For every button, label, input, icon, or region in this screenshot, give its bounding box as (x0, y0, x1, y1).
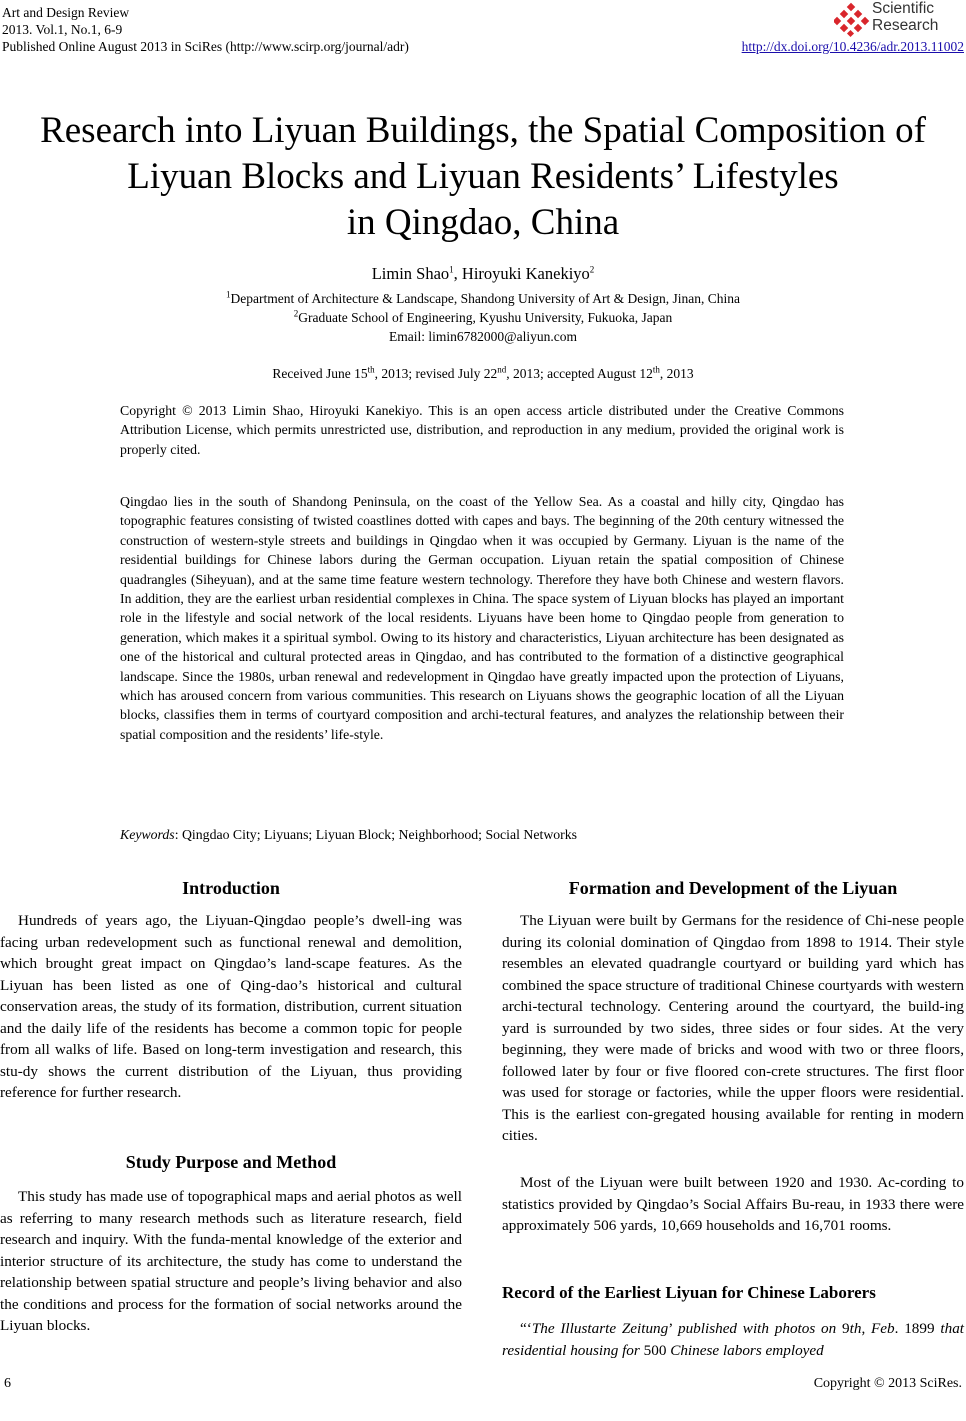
volume-info: 2013. Vol.1, No.1, 6-9 (2, 22, 123, 37)
title-line-3: in Qingdao, China (346, 202, 620, 243)
date-accepted: , 2013; accepted August 12 (506, 366, 653, 381)
quote-italic-2: published with photos on (677, 1320, 837, 1337)
study-purpose-heading: Study Purpose and Method (125, 1152, 337, 1172)
quote-text-1: ’ (668, 1320, 678, 1337)
scientific-research-logo[interactable] (834, 0, 962, 40)
author-1-sup: 1 (449, 264, 454, 275)
author-1: Limin Shao (371, 264, 450, 283)
logo-mark-icon (834, 2, 870, 38)
keywords-label: Keywords (120, 827, 175, 842)
affiliation-1-sup: 1 (225, 289, 231, 300)
abstract: Qingdao lies in the south of Shandong Peninsula, on the coast of the Yellow Sea. As a coastal and hilly city, Qingdao has topographic features consisting of twisted coastlines dotted with capes and bays. The beginning of the 20th century witnessed the construction of western-style streets and buildings in Qingdao when it was occupied by Germany. Liyuan is the name of the residential buildings for Chinese labors during the German occupation. Liyuan retain the spatial composition of Chinese quadrangles (Siheyuan), and at the same time feature western technology. Therefore they have both Chinese and western flavors. In addition, they are the earliest urban residential complexes in China. The space system of Liyuan blocks has played an important role in the lifestyle and social network of the local residents. Liyuans have been home to Qingdao people from generation to generation, which makes it a spiritual symbol. Owing to its history and characteristics, Liyuan architecture has been designated as one of the historical and cultural protected areas in Qingdao, and has contributed to the formation of a distinctive geographical landscape. Since the 1980s, urban renewal and redevelopment in Qingdao have greatly impacted upon the protection of Liyuans, which has aroused concern from various communities. This research on Liyuans shows the geographic location of all the Liyuan blocks, classifies them in terms of courtyard composition and archi-tectural features, and analyzes the relationship between their spatial composition and the residents’ life-style. (120, 494, 844, 742)
footer-copyright: Copyright © 2013 SciRes. (813, 1376, 962, 1391)
affiliation-2-text: Graduate School of Engineering, Kyushu University, Fukuoka, Japan (298, 310, 673, 325)
page-number: 6 (4, 1376, 11, 1391)
quote-italic-4: Feb (871, 1320, 895, 1337)
keywords (120, 825, 844, 844)
date-received-sup: th (367, 364, 375, 375)
quote-italic-6: Chinese labors employed (670, 1341, 824, 1359)
quote-text-4: . 1899 (894, 1320, 941, 1337)
study-purpose-text: This study has made use of topographical maps and aerial photos as well as referring to many research methods such as literature research, field research and inquiry. With the funda-mental knowledge of the exterior and interior structure of its architecture, the study has come to understand the relationship between spatial structure and people’s living behavior and also the conditions and process for the formation of social networks around the Liyuan blocks. (0, 1188, 462, 1334)
published-online: Published Online August 2013 in SciRes (http://www.scirp.org/journal/adr) (2, 39, 409, 54)
author-2: , Hiroyuki Kanekiyo (453, 264, 590, 283)
author-email: Email: limin6782000@aliyun.com (389, 329, 577, 344)
doi-link[interactable]: http://dx.doi.org/10.4236/adr.2013.11002 (741, 39, 964, 54)
formation-heading: Formation and Development of the Liyuan (568, 878, 898, 898)
title-line-2: Liyuan Blocks and Liyuan Residents’ Lifestyles (127, 156, 839, 197)
formation-text-1: The Liyuan were built by Germans for the residence of Chi-nese people during its colonial domination of Qingdao from 1898 to 1914. Their style resembles an elevated quadrangle courtyard or building yard which has combined the space structure of traditional Chinese courtyards with western archi-tectural technology. Centering around the courtyard, the build-ing yard is surrounded by two sides, three sides or four sides. At the very beginning, they were made of bricks and wood with two or three floors, followed later by four or five floored con-crete structures. The first floor was used for storage or factories, while the upper floors were residential. This is the earliest con-gregated housing available for renting in modern cities. (502, 912, 964, 1144)
quote-text-5: 500 (639, 1341, 671, 1359)
quote-italic-1: The Illustarte Zeitung (531, 1320, 669, 1337)
journal-name: Art and Design Review (2, 5, 130, 20)
introduction-text: Hundreds of years ago, the Liyuan-Qingdao people’s dwell-ing was facing urban redevelopment such as functional renewal and demolition, which brought great impact on Qingdao’s land-scape features. As the Liyuan has been listed as one of Qing-dao’s historical and cultural conservation areas, the study of its formation, distribution, current situation and the daily life of the residents has become a common topic for people from all walks of life. Based on long-term investigation and research, this stu-dy shows the current distribution of the Liyuan, thus providing reference for further research. (0, 912, 462, 1101)
quote-italic-5: that residential housing for (502, 1320, 965, 1359)
affiliation-2 (0, 308, 966, 328)
date-received: Received June 15 (272, 366, 368, 381)
keywords-text: : Qingdao City; Liyuans; Liyuan Block; Neighborhood; Social Networks (174, 827, 578, 842)
logo-line-2: Research (872, 17, 939, 34)
affiliation-1 (0, 289, 966, 309)
author-2-sup: 2 (589, 264, 595, 275)
date-year: , 2013 (659, 366, 694, 381)
quote-open: “‘ (520, 1320, 532, 1337)
quote-italic-3: th (849, 1320, 862, 1337)
logo-line-1: Scientific (872, 0, 935, 17)
quote-text-2: 9 (836, 1320, 850, 1337)
date-revised-sup: nd (497, 364, 507, 375)
record-text (502, 1318, 964, 1361)
copyright-notice: Copyright © 2013 Limin Shao, Hiroyuki Kanekiyo. This is an open access article distributed under the Creative Commons Attribution License, which permits unrestricted use, distribution, and reproduction in any medium, provided the original work is properly cited. (120, 403, 844, 457)
date-revised: , 2013; revised July 22 (374, 366, 498, 381)
paper-title (0, 108, 966, 246)
article-dates (0, 364, 966, 384)
record-heading: Record of the Earliest Liyuan for Chinese Laborers (502, 1283, 876, 1302)
affiliation-2-sup: 2 (293, 308, 299, 319)
introduction-heading: Introduction (182, 878, 280, 898)
author-list (0, 264, 966, 284)
logo-text (872, 0, 938, 34)
affiliation-1-text: Department of Architecture & Landscape, Shandong University of Art & Design, Jinan, China (230, 291, 740, 306)
quote-text-3: , (861, 1320, 872, 1337)
date-accepted-sup: th (652, 364, 660, 375)
title-line-1: Research into Liyuan Buildings, the Spatial Composition of (40, 110, 926, 151)
formation-text-2: Most of the Liyuan were built between 1920 and 1930. Ac-cording to statistics provided by Qingdao’s Social Affairs Bu-reau, in 1933 there were approximately 506 yards, 10,669 households and 16,701 rooms. (502, 1174, 964, 1234)
